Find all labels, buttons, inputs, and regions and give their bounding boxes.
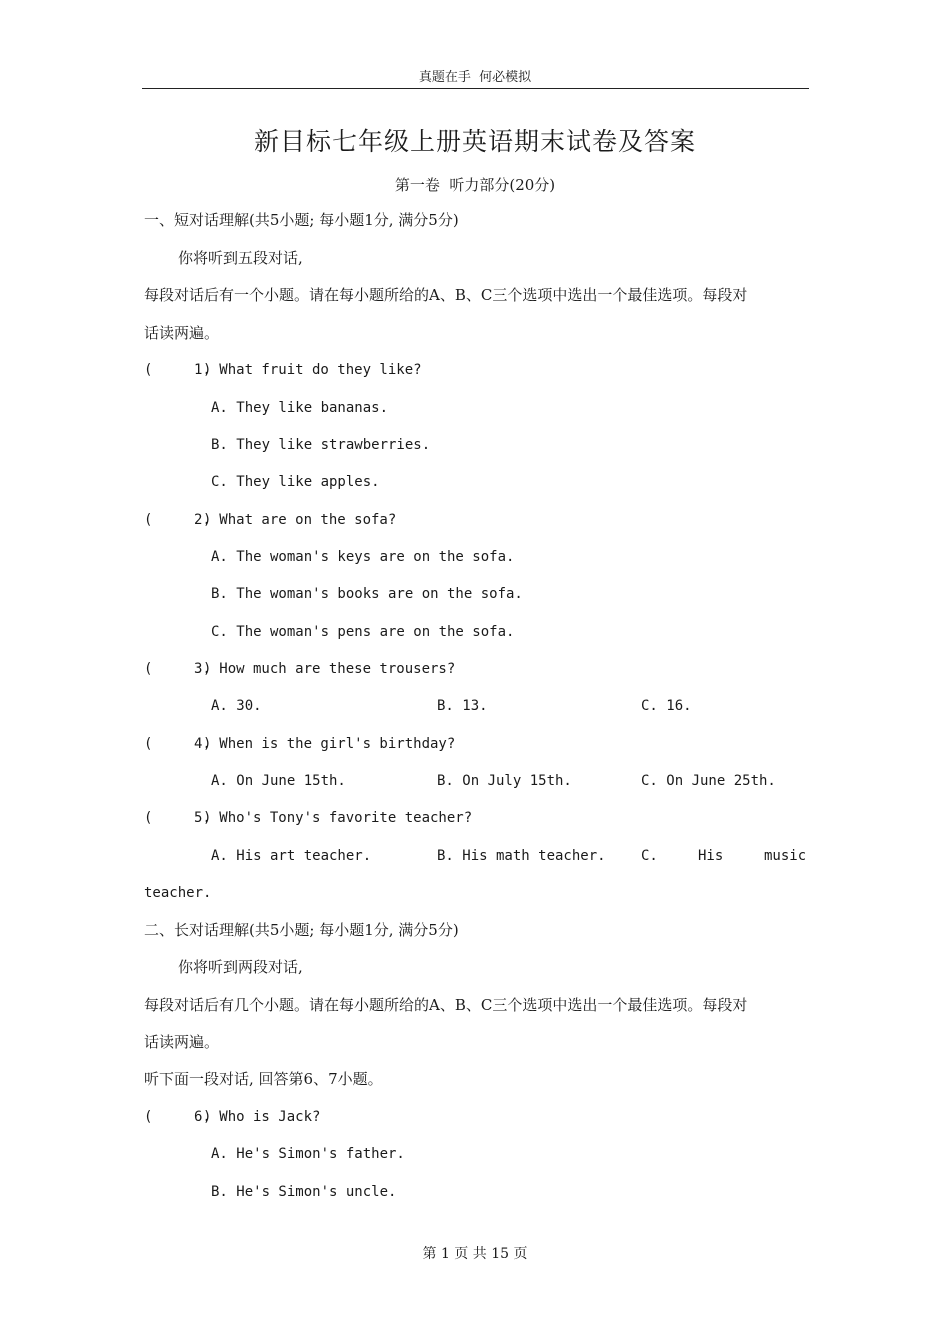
q4-stem: 4. When is the girl's birthday? xyxy=(194,736,456,752)
q4-option-a: A. On June 15th. xyxy=(211,773,346,789)
q4-option-b: B. On July 15th. xyxy=(437,773,572,789)
page-header: 真题在手 何必模拟 xyxy=(418,70,532,85)
q6-option-a: A. He's Simon's father. xyxy=(211,1146,405,1162)
section1-intro-line3: 话读两遍。 xyxy=(144,324,220,342)
document-subtitle: 第一卷 听力部分(20分) xyxy=(394,176,556,194)
q6-option-b: B. He's Simon's uncle. xyxy=(211,1184,397,1200)
q5-answer-bracket[interactable]: ( ) xyxy=(144,810,212,826)
section2-listen-instruction: 听下面一段对话, 回答第6、7小题。 xyxy=(144,1070,383,1088)
q2-option-c: C. The woman's pens are on the sofa. xyxy=(211,624,515,640)
q2-answer-bracket[interactable]: ( ) xyxy=(144,512,212,528)
q6-answer-bracket[interactable]: ( ) xyxy=(144,1109,212,1125)
q5-option-a: A. His art teacher. xyxy=(211,848,372,864)
q1-stem: 1. What fruit do they like? xyxy=(194,362,422,378)
section2-heading: 二、长对话理解(共5小题; 每小题1分, 满分5分) xyxy=(144,921,459,939)
q4-answer-bracket[interactable]: ( ) xyxy=(144,736,212,752)
header-divider xyxy=(142,88,809,89)
page-footer: 第 1 页 共 15 页 xyxy=(422,1246,528,1262)
q5-option-c-word1: His xyxy=(698,848,724,864)
q1-option-b: B. They like strawberries. xyxy=(211,437,431,453)
q3-option-a: A. 30. xyxy=(211,698,262,714)
q3-option-c: C. 16. xyxy=(641,698,692,714)
q1-option-c: C. They like apples. xyxy=(211,474,380,490)
section2-intro-line1: 你将听到两段对话, xyxy=(178,958,303,976)
q4-option-c: C. On June 25th. xyxy=(641,773,776,789)
document-title: 新目标七年级上册英语期末试卷及答案 xyxy=(253,127,696,156)
section2-intro-line2: 每段对话后有几个小题。请在每小题所给的A、B、C三个选项中选出一个最佳选项。每段对 xyxy=(144,996,748,1014)
q5-option-b: B. His math teacher. xyxy=(437,848,606,864)
q5-option-c-word2: music xyxy=(764,848,807,864)
q5-option-c-label: C. xyxy=(641,848,658,864)
q2-option-a: A. The woman's keys are on the sofa. xyxy=(211,549,515,565)
q2-option-b: B. The woman's books are on the sofa. xyxy=(211,586,523,602)
q3-option-b: B. 13. xyxy=(437,698,488,714)
q1-option-a: A. They like bananas. xyxy=(211,400,389,416)
section1-intro-line1: 你将听到五段对话, xyxy=(178,249,303,267)
section1-heading: 一、短对话理解(共5小题; 每小题1分, 满分5分) xyxy=(144,211,459,229)
q3-stem: 3. How much are these trousers? xyxy=(194,661,456,677)
q2-stem: 2. What are on the sofa? xyxy=(194,512,397,528)
q6-stem: 6. Who is Jack? xyxy=(194,1109,321,1125)
q5-stem: 5. Who's Tony's favorite teacher? xyxy=(194,810,473,826)
section2-intro-line3: 话读两遍。 xyxy=(144,1033,220,1051)
section1-intro-line2: 每段对话后有一个小题。请在每小题所给的A、B、C三个选项中选出一个最佳选项。每段对 xyxy=(144,286,748,304)
q5-option-c-word3: teacher. xyxy=(144,885,212,901)
q1-answer-bracket[interactable]: ( ) xyxy=(144,362,212,378)
q3-answer-bracket[interactable]: ( ) xyxy=(144,661,212,677)
